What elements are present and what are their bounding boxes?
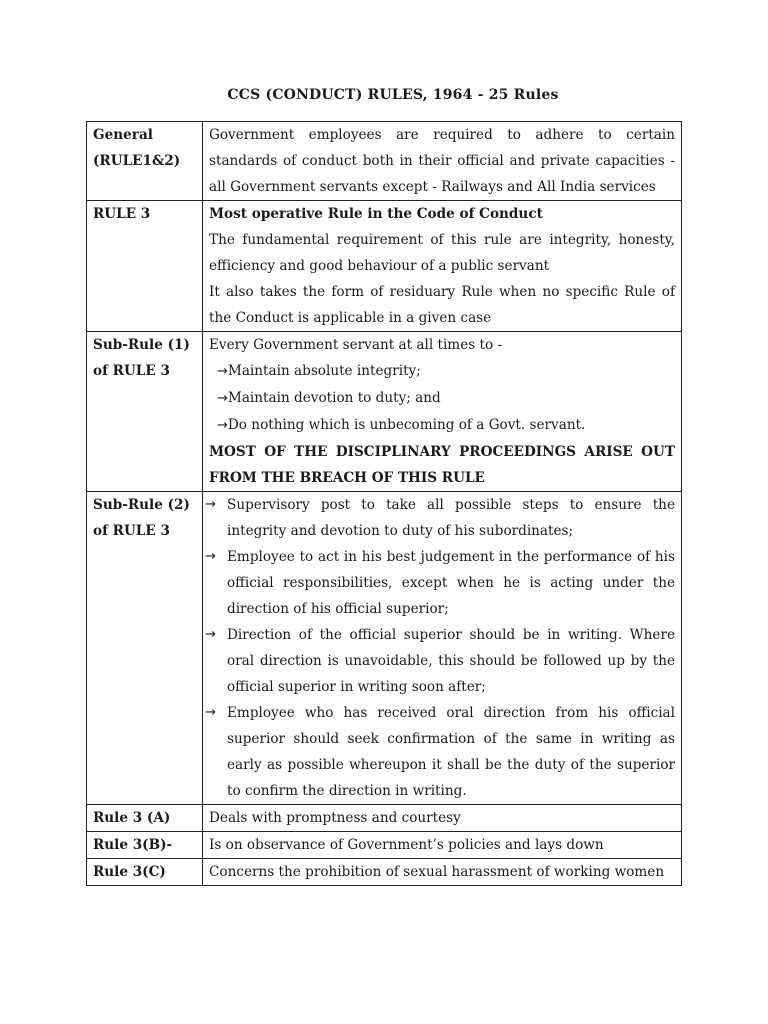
list-item [205,492,675,544]
rule-label: Rule 3(C) [93,864,166,880]
rule-label: Rule 3 (A) [93,810,171,826]
list-item-text: Employee to act in his best judgement in the performance of his official responsibilities, except when he is acting under the direction of his official superior; [227,549,675,617]
rule-description: Deals with promptness and courtesy [209,810,461,826]
rule-description: Is on observance of Government’s policies and lays down [209,837,604,853]
list-item [209,412,675,439]
rule-description-cell [203,859,682,886]
rule-description: Government employees are required to adhere to certain standards of conduct both in their official and private capacities - all Government servants except - Railways and All India services [209,127,675,195]
rule-emphasis: MOST OF THE DISCIPLINARY PROCEEDINGS ARISE OUT FROM THE BREACH OF THIS RULE [209,444,675,486]
list-item [209,358,675,385]
rule-label: of RULE 3 [93,523,170,539]
table-row [87,832,682,859]
table-row [87,859,682,886]
rule-label: of RULE 3 [93,363,170,379]
rule-description-cell [203,492,682,805]
right-arrow-icon: → [217,418,228,433]
rule-paragraph: It also takes the form of residuary Rule when no specific Rule of the Conduct is applicable in a given case [209,284,675,326]
right-arrow-icon: → [205,549,216,564]
rule-label: Sub-Rule (1) [93,337,190,353]
rules-table [86,121,682,886]
list-item [205,622,675,700]
rule-label: General (RULE1&2) [93,127,181,169]
list-item-text: Maintain absolute integrity; [227,363,421,379]
rule-description-cell [203,832,682,859]
list-item-text: Direction of the official superior should be in writing. Where oral direction is unavoidable, this should be followed up by the official superior in writing soon after; [227,627,675,695]
right-arrow-icon: → [205,497,216,512]
list-item [209,385,675,412]
table-row [87,122,682,201]
list-item-text: Maintain devotion to duty; and [227,390,441,406]
rule-description-cell [203,122,682,201]
rule-description-cell [203,332,682,492]
rule-description-cell [203,201,682,332]
table-row [87,201,682,332]
rule-description: Concerns the prohibition of sexual harassment of working women [209,864,665,880]
table-row [87,805,682,832]
rule-label-cell [87,492,203,805]
arrow-list [209,358,675,439]
rule-label: Rule 3(B)- [93,837,173,853]
right-arrow-icon: → [217,391,228,406]
table-row [87,492,682,805]
rule-label-cell [87,832,203,859]
table-row [87,332,682,492]
rule-heading: Most operative Rule in the Code of Conduct [209,206,543,222]
list-item [205,700,675,804]
right-arrow-icon: → [205,627,216,642]
rule-label-cell [87,201,203,332]
rule-label-cell [87,122,203,201]
list-item-text: Do nothing which is unbecoming of a Govt. servant. [227,417,586,433]
rule-intro: Every Government servant at all times to - [209,337,503,353]
right-arrow-icon: → [205,705,216,720]
right-arrow-icon: → [217,364,228,379]
rule-description-cell [203,805,682,832]
rule-label: RULE 3 [93,206,151,222]
rule-label-cell [87,859,203,886]
arrow-list [205,492,675,804]
list-item-text: Employee who has received oral direction from his official superior should seek confirmation of the same in writing as early as possible whereupon it shall be the duty of the superior to confirm the direction in writing. [227,705,675,799]
list-item [205,544,675,622]
rule-paragraph: The fundamental requirement of this rule are integrity, honesty, efficiency and good behaviour of a public servant [209,232,675,274]
list-item-text: Supervisory post to take all possible steps to ensure the integrity and devotion to duty of his subordinates; [227,497,675,539]
rule-label: Sub-Rule (2) [93,497,190,513]
rule-label-cell [87,332,203,492]
page-title: CCS (CONDUCT) RULES, 1964 - 25 Rules [227,87,559,103]
rule-label-cell [87,805,203,832]
